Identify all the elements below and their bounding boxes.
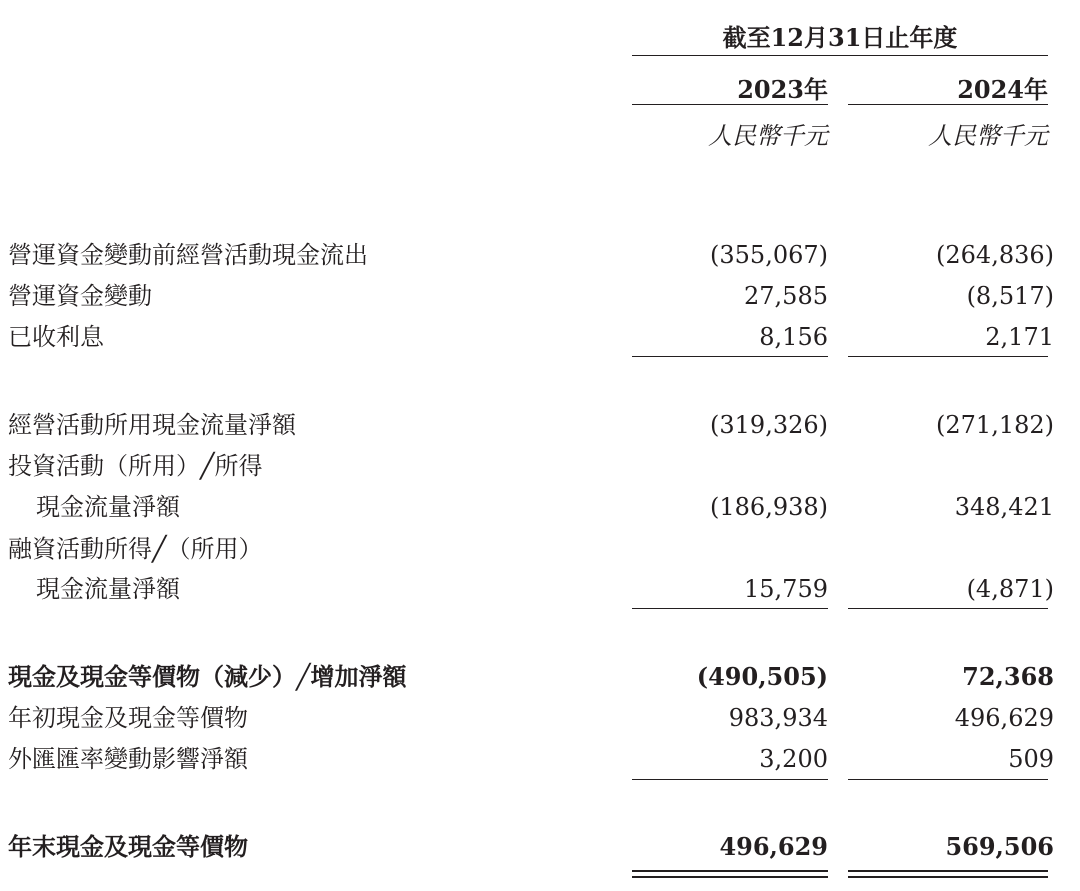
value-2023: (319,326) — [710, 411, 828, 439]
row-label: 年初現金及現金等價物 — [8, 704, 248, 732]
value-2024: 496,629 — [954, 704, 1054, 732]
table-row — [0, 570, 1080, 608]
year-2024-header: 2024年 — [957, 75, 1048, 104]
subtotal-rule-2023 — [632, 608, 828, 609]
value-2024: 569,506 — [945, 832, 1054, 861]
value-2024: 2,171 — [985, 323, 1054, 351]
year-2023-rule — [632, 104, 828, 105]
subtotal-rule-2023 — [632, 356, 828, 357]
row-label: 現金及現金等價物（減少）╱增加淨額 — [8, 662, 407, 691]
value-2024: 72,368 — [962, 662, 1054, 691]
table-row — [0, 406, 1080, 444]
total-double-rule-2024-top — [848, 870, 1048, 872]
unit-2024-header: 人民幣千元 — [928, 122, 1048, 150]
total-double-rule-2024-bottom — [848, 876, 1048, 878]
value-2024: (8,517) — [966, 282, 1054, 310]
row-label: 現金流量淨額 — [36, 493, 180, 521]
table-row — [0, 447, 1080, 485]
value-2023: (186,938) — [710, 493, 828, 521]
table-row — [0, 658, 1080, 696]
table-row — [0, 740, 1080, 778]
table-row — [0, 699, 1080, 737]
table-row — [0, 530, 1080, 568]
row-label: 營運資金變動前經營活動現金流出 — [8, 241, 368, 269]
row-label: 投資活動（所用）╱所得 — [8, 452, 263, 480]
subtotal-rule-2024 — [848, 356, 1048, 357]
table-row — [0, 488, 1080, 526]
row-label: 外匯匯率變動影響淨額 — [8, 745, 248, 773]
subtotal-rule-2024 — [848, 608, 1048, 609]
table-row — [0, 318, 1080, 356]
period-header-rule — [632, 55, 1048, 56]
total-double-rule-2023-bottom — [632, 876, 828, 878]
period-header: 截至12月31日止年度 — [722, 23, 958, 52]
row-label: 營運資金變動 — [8, 282, 152, 310]
row-label: 融資活動所得╱（所用） — [8, 535, 263, 563]
value-2023: 3,200 — [759, 745, 828, 773]
value-2023: 15,759 — [744, 575, 828, 603]
value-2024: (264,836) — [936, 241, 1054, 269]
subtotal-rule-2023 — [632, 779, 828, 780]
value-2024: 348,421 — [954, 493, 1054, 521]
row-label: 已收利息 — [8, 323, 104, 351]
year-2023-header: 2023年 — [737, 75, 828, 104]
subtotal-rule-2024 — [848, 779, 1048, 780]
value-2023: 496,629 — [719, 832, 828, 861]
row-label: 年末現金及現金等價物 — [8, 832, 248, 861]
table-row — [0, 236, 1080, 274]
value-2024: (271,182) — [936, 411, 1054, 439]
unit-2023-header: 人民幣千元 — [708, 122, 828, 150]
value-2024: (4,871) — [966, 575, 1054, 603]
value-2023: 983,934 — [728, 704, 828, 732]
value-2023: 8,156 — [759, 323, 828, 351]
value-2023: (355,067) — [710, 241, 828, 269]
value-2024: 509 — [1008, 745, 1054, 773]
value-2023: 27,585 — [744, 282, 828, 310]
row-label: 經營活動所用現金流量淨額 — [8, 411, 296, 439]
table-row — [0, 828, 1080, 866]
year-2024-rule — [848, 104, 1048, 105]
table-row — [0, 277, 1080, 315]
total-double-rule-2023-top — [632, 870, 828, 872]
value-2023: (490,505) — [696, 662, 828, 691]
row-label: 現金流量淨額 — [36, 575, 180, 603]
